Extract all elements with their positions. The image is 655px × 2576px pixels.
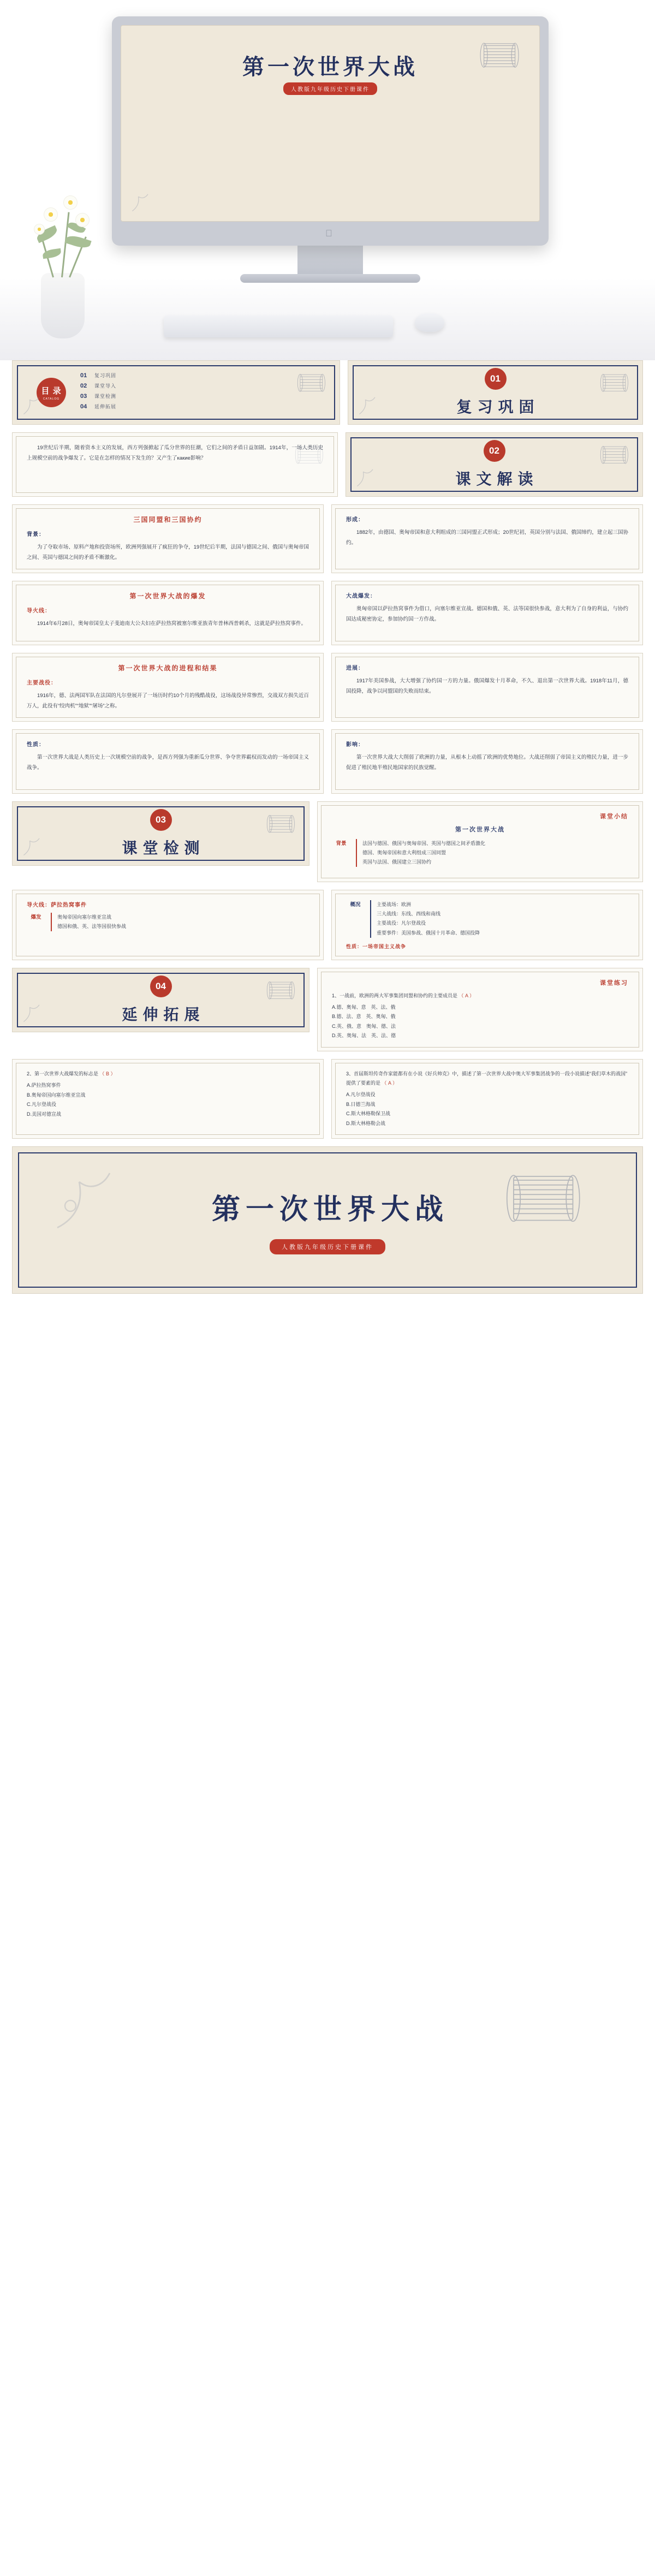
scroll-icon	[597, 441, 633, 470]
question-text: 3、首届斯坦传奇作家能都有在小说《好兵帅克》中，描述了第一次世界大战中奥大军事集团战争的一段小说描述“我们草木的战国”提供了要素的是	[346, 1070, 628, 1086]
main-battle-text: 1916年，德、法两国军队在法国的凡尔登展开了一场历时约10个月的残酷战役，这场战役异常惨烈，交战双方损失近百万人，此役有“绞肉机”“地狱”“屠场”之称。	[27, 693, 309, 709]
fuse-text: 1914年6月28日，奥匈帝国皇太子斐迪南大公夫妇在萨拉热窝被塞尔维亚族青年普林西普刺杀，这就是萨拉热窝事件。	[37, 621, 306, 627]
slide-section-01	[348, 360, 643, 425]
question-text: 2、第一次世界大战爆发的标志是	[27, 1070, 99, 1076]
option[interactable]: D.斯大林格勒会战	[346, 1120, 386, 1126]
scale-text: 奥匈帝国以萨拉热窝事件为借口，向塞尔维亚宣战。德国和俄、英、法等国很快参战，意大利为了自身的利益，与协约国达成秘密协定，参加协约国一方作战。	[346, 606, 628, 622]
slide-catalog	[12, 360, 340, 425]
catalog-item-label: 复习巩固	[94, 373, 117, 378]
summary-row-values	[356, 839, 485, 867]
monitor-neck	[297, 246, 363, 274]
slide-summary	[317, 801, 643, 882]
scroll-icon	[263, 810, 299, 839]
question-stem	[346, 1069, 628, 1088]
monitor	[112, 16, 549, 283]
question-options	[27, 1081, 309, 1119]
monitor-base	[240, 274, 420, 283]
flourish-icon	[51, 1169, 116, 1234]
slide-exercise-q2	[12, 1059, 324, 1139]
hero-slide	[0, 0, 655, 360]
summary-row	[332, 839, 628, 867]
catalog-item-label: 课堂导入	[94, 383, 117, 389]
fuse-label: 导火线：	[27, 608, 51, 614]
overview-outbreak-values	[51, 913, 126, 931]
option[interactable]: C.斯大林格勒保卫战	[346, 1111, 391, 1117]
option[interactable]: B.德、法、意 英、奥匈、俄	[332, 1014, 396, 1020]
option[interactable]: D.美国对德宣战	[27, 1111, 62, 1117]
mouse	[415, 313, 444, 332]
slide-row-6	[0, 729, 655, 801]
slide-exercise-q3	[331, 1059, 643, 1139]
slide-outbreak-fuse	[12, 581, 324, 645]
overview-fuse-label: 导火线：	[27, 902, 51, 909]
intro-paragraph: 19世纪后半期，随着资本主义的发展，西方列强掀起了瓜分世界的狂潮，它们之间的矛盾日益加剧。1914年，一场人类历史上规模空前的战争爆发了。它是在怎样的情况下发生的？又产生了какие影响？	[27, 445, 323, 461]
slide-intro	[12, 432, 338, 497]
slide-section-03	[12, 801, 309, 866]
overview-survey-values	[370, 900, 480, 937]
overview-line: 主要战役：凡尔登战役	[377, 920, 426, 926]
ending-title: 第一次世界大战	[211, 1193, 449, 1225]
flourish-icon	[355, 465, 379, 489]
hero-subtitle: 人教版九年级历史下册课件	[283, 82, 377, 95]
question-stem	[27, 1069, 309, 1079]
main-battle-label: 主要战役：	[27, 680, 57, 686]
progress-label: 进展：	[346, 665, 364, 671]
catalog-item-number: 03	[80, 393, 87, 400]
formation-text: 1882年，由德国、奥匈帝国和意大利组成的三国同盟正式形成；20世纪初，英国分别与法国、俄国缔约，建立起三国协约。	[346, 530, 628, 546]
catalog-item-label: 课堂检测	[94, 394, 117, 399]
flourish-icon	[21, 834, 45, 858]
catalog-item-number: 04	[80, 403, 87, 410]
slide-row-5	[0, 653, 655, 729]
overview-nature: 性质：一场帝国主义战争	[346, 943, 407, 949]
slide-section-04	[12, 968, 309, 1032]
option[interactable]: B.日德兰海战	[346, 1101, 376, 1107]
background-label: 背景：	[27, 532, 45, 538]
slide-row-9	[0, 968, 655, 1059]
plant-decoration	[11, 175, 115, 338]
overview-survey-key: 概况	[350, 902, 361, 908]
list-item[interactable]	[80, 372, 116, 379]
slide-ending	[12, 1146, 643, 1294]
slide-row-2	[0, 432, 655, 504]
slide-overview-survey	[331, 890, 643, 960]
list-item[interactable]	[80, 392, 116, 400]
flourish-icon	[130, 189, 154, 213]
catalog-badge-cn: 目 录	[41, 386, 62, 396]
section-title: 课文解读	[455, 471, 539, 487]
section-number: 04	[150, 975, 172, 997]
scroll-icon	[294, 368, 330, 398]
outbreak-title: 第一次世界大战的爆发	[129, 592, 206, 600]
scale-label: 大战爆发：	[346, 593, 376, 599]
question-answer: （ A ）	[458, 992, 475, 998]
apple-logo-icon	[325, 228, 335, 239]
summary-line: 英国与法国、俄国建立三国协约	[362, 859, 432, 865]
monitor-screen	[121, 25, 540, 222]
overview-line: 奥匈帝国向塞尔维亚宣战	[57, 914, 112, 920]
option[interactable]: A.德、奥匈、意 英、法、俄	[332, 1004, 396, 1010]
summary-title: 课堂小结	[600, 813, 628, 820]
vase	[41, 273, 85, 338]
section-number: 03	[150, 809, 172, 831]
question-options	[346, 1090, 628, 1128]
catalog-item-number: 01	[80, 372, 87, 379]
overview-survey-row	[346, 900, 628, 937]
slide-alliance-formation	[331, 504, 643, 573]
scroll-icon	[263, 976, 299, 1006]
option[interactable]: C.英、俄、意 奥匈、德、法	[332, 1023, 396, 1029]
slide-row-7	[0, 801, 655, 890]
list-item[interactable]	[80, 403, 116, 410]
process-title: 第一次世界大战的进程和结果	[118, 664, 218, 672]
progress-text: 1917年美国参战，大大增强了协约国一方的力量。俄国爆发十月革命，不久、退出第一次世界大战。1918年11月，德国投降，战争以同盟国的失败而结束。	[346, 678, 628, 694]
section-number: 01	[485, 368, 507, 390]
overview-line: 主要战场：欧洲	[377, 902, 412, 908]
slide-row-10	[0, 1059, 655, 1146]
slide-row-3	[0, 504, 655, 581]
question-answer: （ A ）	[382, 1080, 398, 1086]
hero-title: 第一次世界大战	[242, 55, 418, 79]
section-title: 延伸拓展	[122, 1006, 205, 1023]
alliance-title: 三国同盟和三国协约	[133, 516, 203, 523]
exercise-title: 课堂练习	[600, 979, 628, 986]
flourish-icon	[21, 392, 45, 417]
option[interactable]: C.凡尔登战役	[27, 1102, 57, 1108]
slide-process-main	[12, 653, 324, 722]
option[interactable]: D.英、奥匈、法 英、法、德	[332, 1033, 396, 1039]
slide-alliance-background	[12, 504, 324, 573]
scroll-icon	[291, 441, 327, 470]
formation-label: 形成：	[346, 517, 364, 523]
summary-row-key: 背景	[336, 841, 347, 847]
option[interactable]: A.凡尔登战役	[346, 1092, 376, 1098]
slide-impact	[331, 729, 643, 794]
impact-label: 影响：	[346, 742, 364, 748]
summary-line: 法国与德国、俄国与奥匈帝国、英国与德国之间矛盾激化	[362, 841, 486, 846]
overview-fuse	[27, 900, 309, 908]
keyboard	[164, 316, 393, 337]
section-title: 复习巩固	[456, 398, 540, 415]
list-item[interactable]	[80, 382, 116, 389]
slide-row-1	[0, 360, 655, 432]
scroll-icon	[495, 1161, 593, 1238]
question-stem	[332, 991, 628, 1001]
overview-line: 三大战线：东线、西线和南线	[377, 911, 441, 917]
slide-exercise-q1	[317, 968, 643, 1051]
catalog-item-label: 延伸拓展	[94, 404, 117, 409]
question-answer: （ B ）	[99, 1070, 116, 1076]
slide-row-8	[0, 890, 655, 967]
option[interactable]: B.奥匈帝国向塞尔维亚宣战	[27, 1092, 86, 1098]
ending-subtitle: 人教版九年级历史下册课件	[270, 1239, 385, 1254]
option[interactable]: A.萨拉热窝事件	[27, 1082, 61, 1088]
nature-text: 第一次世界大战是人类历史上一次规模空前的战争，是西方列强为重新瓜分世界、争夺世界霸权而发动的一场帝国主义战争。	[27, 754, 309, 771]
section-title: 课堂检测	[122, 840, 205, 856]
background-text: 为了夺取市场、原料产地和投资场所，欧洲列强展开了疯狂的争夺，19世纪后半期，法国与德国之间、俄国与奥匈帝国之间、英国与德国之间的矛盾不断激化。	[27, 544, 309, 561]
flourish-icon	[357, 392, 381, 417]
slide-row-4	[0, 581, 655, 653]
section-number: 02	[484, 440, 505, 462]
question-text: 1、一战前，欧洲的两大军事集团同盟和协约的主要成员是	[332, 992, 458, 998]
slide-section-02	[346, 432, 643, 497]
overview-line: 重要事件：美国参战、俄国十月革命、德国投降	[377, 930, 480, 936]
flourish-icon	[21, 1000, 45, 1024]
summary-line: 德国、奥匈帝国和意大利组成三国同盟	[362, 850, 446, 856]
slide-outbreak-scale	[331, 581, 643, 645]
impact-text: 第一次世界大战大大削弱了欧洲的力量，从根本上动摇了欧洲的优势地位。大战还削弱了帝国主义的殖民力量，进一步促进了殖民地半殖民地国家的民族觉醒。	[346, 754, 628, 771]
slide-process-progress	[331, 653, 643, 722]
question-options	[332, 1003, 628, 1041]
overview-outbreak-key: 爆发	[31, 914, 41, 921]
summary-heading: 第一次世界大战	[455, 826, 505, 833]
scroll-icon	[597, 368, 633, 398]
slide-nature	[12, 729, 324, 794]
catalog-list	[80, 372, 116, 413]
catalog-badge-en: CATALOG	[43, 397, 60, 401]
nature-label: 性质：	[27, 742, 45, 748]
overview-fuse-text: 萨拉热窝事件	[51, 902, 87, 909]
catalog-item-number: 02	[80, 383, 87, 389]
monitor-frame	[112, 16, 549, 246]
slide-overview-outbreak	[12, 890, 324, 960]
overview-line: 德国和俄、英、法等国很快参战	[57, 924, 127, 930]
overview-outbreak-row	[27, 913, 309, 931]
